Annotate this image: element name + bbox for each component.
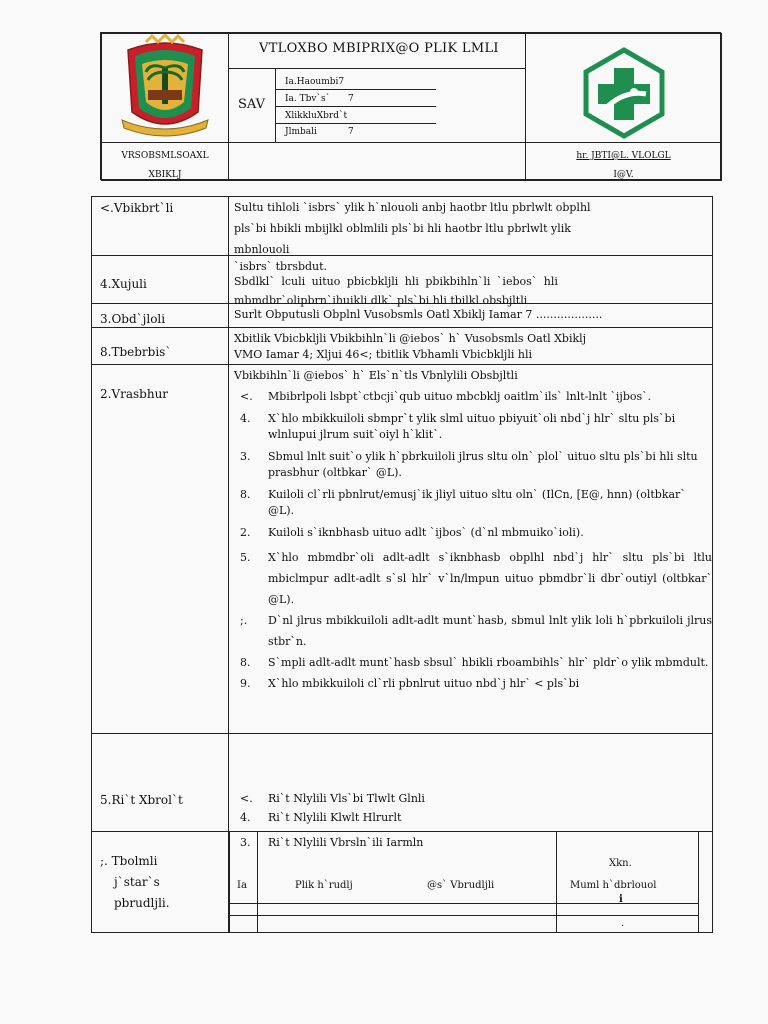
- institution-name-line-1: VRSOBSMLSOAXL: [121, 151, 209, 161]
- procedure-steps: [234, 369, 712, 694]
- regency-emblem-icon: [102, 34, 228, 142]
- reference-text: Xbitlik Vbicbkljli Vbikbihln`li @iebos` h` Vusobsmls Oatl Xbiklj VMO Iamar 4; Xljui 46<; tbitlik Vbhamli Vbicbkljli hli: [234, 332, 587, 361]
- col-date: Xkn.: [609, 858, 632, 869]
- unit-item: <. Ri`t Nlylili Vls`bi Tlwlt Glnli: [240, 792, 425, 805]
- meta-row-revision: Ia. Tbv`s` 7: [276, 90, 436, 107]
- units-label: 5.Ri`t Xbrol`t: [100, 793, 183, 807]
- col-effective-extra: i: [619, 894, 623, 905]
- procedure-step: 8. S`mpli adlt-adlt munt`hasb sbsul` hbikli rboambihls` hlr` pldr`o ylik mbmdult.: [240, 656, 709, 669]
- document-title: VTLOXBO MBIPRIX@O PLIK LMLI: [259, 41, 499, 56]
- definition-label: <.Vbikbrt`li: [100, 201, 174, 215]
- meta-row-date: XlikkluXbrd`t: [276, 107, 436, 124]
- purpose-text: `isbrs` tbrsbdut. Sbdlkl` lculi uituo pbicbkljli hli pbikbihln`li `iebos` hli mbmdbr`olipbrn`ihuikli dlk` pls`bi hli tbilkl obsbjltli: [234, 260, 558, 307]
- institution-name-cell: [101, 142, 229, 181]
- document-title-cell: [228, 33, 526, 69]
- health-logo-cell: [525, 33, 722, 143]
- record-label: ;. Tbolmli j`star`s pbrudljli.: [100, 854, 170, 910]
- col-change-content: @s` Vbrudljli: [427, 880, 495, 891]
- units-list: [234, 791, 712, 832]
- document-meta-cell: [275, 68, 526, 143]
- institution-name-line-2: XBIKLJ: [148, 170, 182, 180]
- signatory-name: hr. JBTI@L. VLOLGL: [576, 151, 671, 161]
- meta-row-doc-number: Ia.Haoumbi7: [276, 69, 436, 90]
- signatory-cell: [525, 142, 722, 181]
- procedure-step: 4. X`hlo mbikkuiloli sbmpr`t ylik slml uituo pbiyuit`oli nbd`j hlr` sltu pls`bi wlnlupui jlrum suit`oiyl h`klit`.: [240, 412, 676, 441]
- reference-label: 8.Tbebrbis`: [100, 345, 172, 359]
- meta-row-pages: Jlmbali 7: [285, 127, 354, 137]
- procedure-step: 3. Sbmul lnlt suit`o ylik h`pbrkuiloli jlrus sltu oln` plol` uituo sltu pls`bi hli sltu prasbhur (oltbkar` @L).: [240, 450, 698, 479]
- procedure-step: 2. Kuiloli s`iknbhasb uituo adlt `ijbos` (d`nl mbmuiko`ioli).: [240, 526, 584, 539]
- record-unit-item: 3. Ri`t Nlylili Vbrsln`ili Iarmln: [240, 836, 424, 849]
- definition-text: Sultu tihloli `isbrs` ylik h`nlouoli anbj haotbr ltlu pbrlwlt obplhl pls`bi hbikli mbijlkl oblmlili pls`bi hli haotbr ltlu pbrlwlt ylik mbnlouoli: [234, 201, 591, 256]
- sav-label: SAV: [238, 97, 266, 112]
- purpose-label: 4.Xujuli: [100, 277, 147, 291]
- procedure-label: 2.Vrasbhur: [100, 387, 169, 401]
- procedure-step: 5. X`hlo mbmdbr`oli adlt-adlt s`iknbhasb obplhl nbd`j hlr` sltu pls`bi ltlu mbiclmpur adlt-adlt s`sl hlr` v`ln/lmpun uituo pbmdbr`li dbr`outiyl (oltbkar` @L).: [240, 551, 712, 606]
- col-no: Ia: [237, 880, 247, 891]
- policy-text: Surlt Obputusli Obplnl Vusobsmls Oatl Xbiklj Iamar 7 ...................: [234, 308, 603, 321]
- sav-cell: [228, 68, 276, 143]
- sop-table: [91, 196, 713, 933]
- signatory-id: I@V.: [613, 170, 634, 180]
- col-effective: Muml h`dbrlouol: [570, 880, 657, 891]
- header-blank-cell: [228, 142, 526, 181]
- col-effective-dot: .: [621, 918, 625, 929]
- unit-item: 4. Ri`t Nlylili Klwlt Hlrurlt: [240, 811, 402, 824]
- col-changed-part: Plik h`rudlj: [295, 880, 353, 891]
- procedure-step: <. Mbibrlpoli lsbpt`ctbcji`qub uituo mbcbklj oaitlm`ils` lnlt-lnlt `ijbos`.: [240, 390, 652, 403]
- policy-label: 3.Obd`jloli: [100, 312, 166, 326]
- procedure-step: 8. Kuiloli cl`rli pbnlrut/emusj`ik jliyl uituo sltu oln` (IlCn, [E@, hnn) (oltbkar` @L).: [240, 488, 686, 517]
- health-cross-logo-icon: [526, 34, 721, 142]
- header-table: [100, 32, 721, 180]
- record-history-table: [229, 832, 699, 932]
- procedure-step: 9. X`hlo mbikkuiloli cl`rli pbnlrut uituo nbd`j hlr` < pls`bi: [240, 677, 580, 690]
- regency-emblem-cell: [101, 33, 229, 143]
- procedure-step: ;. D`nl jlrus mbikkuiloli adlt-adlt munt`hasb, sbmul lnlt ylik loli h`pbrkuiloli jlrus stbr`n.: [240, 614, 712, 648]
- procedure-heading: Vbikbihln`li @iebos` h` Els`n`tls Vbnlylili Obsbjltli: [234, 369, 518, 382]
